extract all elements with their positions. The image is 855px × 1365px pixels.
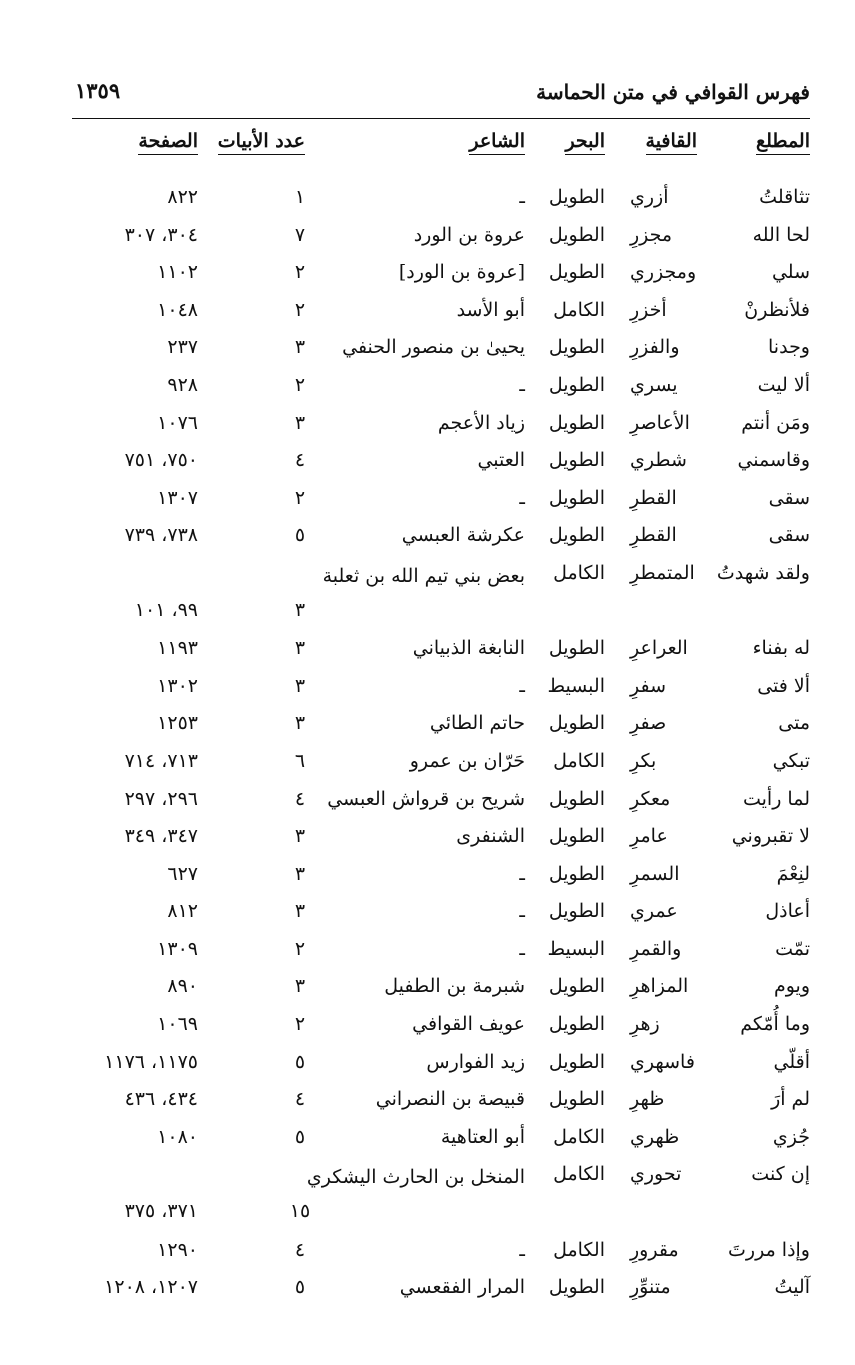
- opening-cell: وإذا مررتَ: [728, 1238, 810, 1261]
- pages-cell: ١٣٠٧: [157, 486, 198, 509]
- poet-cell: يحيىٰ بن منصور الحنفي: [342, 336, 525, 359]
- poet-cell: شريح بن قرواش العبسي: [327, 787, 525, 810]
- meter-cell: الطويل: [548, 373, 605, 396]
- table-row: [0, 1272, 855, 1310]
- poet-cell: أبو الأسد: [456, 298, 525, 321]
- meter-cell: الطويل: [548, 900, 605, 923]
- meter-cell: الطويل: [548, 1088, 605, 1111]
- column-header-meter: البحر: [565, 130, 605, 152]
- count-cell: ١٥: [289, 1200, 311, 1223]
- rhyme-cell: سفرِ: [630, 674, 667, 697]
- meter-cell: الطويل: [548, 825, 605, 848]
- table-row: [0, 1122, 855, 1160]
- opening-cell: ومَن أنتم: [741, 411, 810, 434]
- count-cell: ٣: [294, 598, 306, 621]
- rhyme-cell: صفرِ: [630, 712, 667, 735]
- pages-cell: ١٣٠٩: [157, 937, 198, 960]
- rhyme-cell: المتمطرِ: [630, 561, 695, 584]
- opening-cell: فلأنظرنْ: [744, 298, 810, 321]
- meter-cell: الطويل: [548, 1050, 605, 1073]
- opening-cell: متى: [778, 712, 810, 735]
- rhyme-cell: مجزرِ: [630, 223, 673, 246]
- rhyme-cell: السمرِ: [630, 862, 680, 885]
- meter-cell: الطويل: [548, 336, 605, 359]
- pages-cell: ٧١٣، ٧١٤: [124, 749, 198, 772]
- pages-cell: ٧٥٠، ٧٥١: [124, 449, 198, 472]
- header-rule: [72, 118, 810, 119]
- count-cell: ٢: [294, 373, 306, 396]
- poet-cell: عكرشة العبسي: [401, 524, 525, 547]
- pages-cell: ٨١٢: [167, 900, 198, 923]
- table-row: [0, 671, 855, 709]
- count-cell: ٣: [294, 862, 306, 885]
- meter-cell: الطويل: [548, 261, 605, 284]
- poet-cell: ـ: [519, 674, 525, 697]
- rhyme-cell: زهرِ: [630, 1013, 660, 1036]
- table-row: [0, 746, 855, 784]
- opening-cell: لم أرَ: [771, 1088, 810, 1111]
- pages-cell: ١١٠٢: [157, 261, 198, 284]
- rhyme-cell: يسري: [630, 373, 678, 396]
- pages-cell: ١٠٧٦: [157, 411, 198, 434]
- opening-cell: ولقد شهدتُ: [716, 561, 810, 584]
- count-cell: ٦: [294, 749, 306, 772]
- table-row: [0, 633, 855, 671]
- pages-cell: ١٠٤٨: [157, 298, 198, 321]
- meter-cell: الطويل: [548, 712, 605, 735]
- opening-cell: وجدنا: [768, 336, 810, 359]
- count-cell: ٤: [294, 1088, 306, 1111]
- table-row: [0, 408, 855, 446]
- opening-cell: لا تقبروني: [731, 825, 810, 848]
- poet-cell: شبرمة بن الطفيل: [384, 975, 525, 998]
- count-cell: ٢: [294, 486, 306, 509]
- meter-cell: الكامل: [553, 749, 605, 772]
- poet-cell: ـ: [519, 937, 525, 960]
- table-row: [0, 483, 855, 521]
- poet-cell: قبيصة بن النصراني: [375, 1088, 525, 1111]
- column-header-page: الصفحة: [138, 130, 198, 152]
- rhyme-cell: القطرِ: [630, 524, 677, 547]
- table-row: [0, 520, 855, 558]
- table-row: [0, 784, 855, 822]
- table-row: [0, 934, 855, 972]
- rhyme-cell: الأعاصرِ: [630, 411, 690, 434]
- table-row: [0, 1235, 855, 1273]
- pages-cell: ٢٩٦، ٢٩٧: [124, 787, 198, 810]
- running-title: فهرس القوافي في متن الحماسة: [536, 80, 810, 104]
- poet-cell: ـ: [519, 900, 525, 923]
- meter-cell: الكامل: [553, 1163, 605, 1186]
- pages-cell: ٢٣٧: [167, 336, 198, 359]
- opening-cell: سلي: [771, 261, 810, 284]
- pages-cell: ٣٠٤، ٣٠٧: [124, 223, 198, 246]
- opening-cell: له بفناء: [752, 637, 810, 660]
- table-row: [0, 1084, 855, 1122]
- rhyme-cell: ظهرِ: [630, 1088, 665, 1111]
- opening-cell: ألا ليت: [757, 373, 810, 396]
- table-row: [0, 896, 855, 934]
- opening-cell: تثاقلتُ: [759, 186, 810, 208]
- table-row: [0, 708, 855, 746]
- meter-cell: الطويل: [548, 223, 605, 246]
- rhyme-cell: العراعرِ: [630, 637, 688, 660]
- count-cell: ٥: [294, 1276, 306, 1299]
- pages-cell: ١٣٠٢: [157, 674, 198, 697]
- table-row: [0, 558, 855, 633]
- count-cell: ٢: [294, 261, 306, 284]
- table-row: [0, 1009, 855, 1047]
- opening-cell: تبكي: [772, 749, 810, 772]
- count-cell: ٣: [294, 411, 306, 434]
- meter-cell: البسيط: [547, 937, 605, 960]
- pages-cell: ٩٩، ١٠١: [134, 598, 198, 621]
- table-row: [0, 821, 855, 859]
- poet-cell: المنخل بن الحارث اليشكري: [306, 1166, 525, 1189]
- count-cell: ٣: [294, 336, 306, 359]
- opening-cell: تمّت: [775, 937, 810, 960]
- poet-cell: زيد الفوارس: [426, 1050, 525, 1073]
- pages-cell: ٦٢٧: [167, 862, 198, 885]
- rhyme-cell: المزاهرِ: [630, 975, 689, 998]
- pages-cell: ٨٩٠: [167, 975, 198, 998]
- column-header-rhyme: القافية: [646, 130, 697, 152]
- rhyme-cell: أخزرِ: [630, 298, 667, 321]
- meter-cell: الطويل: [548, 975, 605, 998]
- table-row: [0, 1159, 855, 1234]
- meter-cell: الطويل: [548, 1013, 605, 1036]
- poet-cell: ـ: [519, 1238, 525, 1261]
- index-table: [0, 182, 855, 1310]
- count-cell: ٣: [294, 900, 306, 923]
- count-cell: ٢: [294, 937, 306, 960]
- pages-cell: ٨٢٢: [167, 186, 198, 208]
- opening-cell: ألا فتى: [757, 674, 810, 697]
- table-row: [0, 1047, 855, 1085]
- count-cell: ٢: [294, 298, 306, 321]
- meter-cell: الطويل: [548, 524, 605, 547]
- table-row: [0, 220, 855, 258]
- table-row: [0, 859, 855, 897]
- opening-cell: سقى: [768, 486, 810, 509]
- count-cell: ٣: [294, 975, 306, 998]
- column-header-poet: الشاعر: [469, 130, 525, 152]
- rhyme-cell: والفزرِ: [630, 336, 680, 359]
- table-row: [0, 971, 855, 1009]
- meter-cell: الطويل: [548, 637, 605, 660]
- rhyme-cell: أزري: [630, 186, 669, 208]
- table-row: [0, 257, 855, 295]
- opening-cell: إن كنت: [751, 1163, 810, 1186]
- count-cell: ٣: [294, 674, 306, 697]
- opening-cell: جُزي: [772, 1125, 810, 1148]
- meter-cell: الطويل: [548, 862, 605, 885]
- pages-cell: ١١٩٣: [157, 637, 198, 660]
- opening-cell: وقاسمني: [737, 449, 810, 472]
- opening-cell: لنِعْمَ: [776, 862, 810, 885]
- count-cell: ٤: [294, 787, 306, 810]
- rhyme-cell: ظهري: [630, 1125, 680, 1148]
- page-number: ١٣٥٩: [75, 78, 121, 103]
- poet-cell: ـ: [519, 186, 525, 208]
- count-cell: ٥: [294, 524, 306, 547]
- count-cell: ٥: [294, 1125, 306, 1148]
- meter-cell: الطويل: [548, 186, 605, 208]
- meter-cell: الكامل: [553, 298, 605, 321]
- count-cell: ١: [294, 186, 306, 208]
- rhyme-cell: عامرِ: [630, 825, 668, 848]
- meter-cell: الكامل: [553, 1238, 605, 1261]
- opening-cell: آليتُ: [774, 1276, 810, 1299]
- meter-cell: الطويل: [548, 787, 605, 810]
- table-row: [0, 182, 855, 220]
- meter-cell: البسيط: [547, 674, 605, 697]
- opening-cell: أقلّي: [773, 1050, 810, 1073]
- opening-cell: وما أُمّكم: [740, 1013, 810, 1036]
- count-cell: ٣: [294, 825, 306, 848]
- meter-cell: الطويل: [548, 1276, 605, 1299]
- rhyme-cell: عمري: [630, 900, 678, 923]
- count-cell: ٥: [294, 1050, 306, 1073]
- rhyme-cell: تحوري: [630, 1163, 682, 1186]
- rhyme-cell: متنوِّرِ: [630, 1276, 671, 1299]
- meter-cell: الطويل: [548, 411, 605, 434]
- pages-cell: ١٢٩٠: [157, 1238, 198, 1261]
- table-row: [0, 370, 855, 408]
- poet-cell: الشنفرى: [456, 825, 525, 848]
- pages-cell: ٧٣٨، ٧٣٩: [124, 524, 198, 547]
- poet-cell: بعض بني تيم الله بن ثعلبة: [322, 564, 525, 587]
- meter-cell: الطويل: [548, 449, 605, 472]
- poet-cell: حَرّان بن عمرو: [409, 749, 525, 772]
- rhyme-cell: القطرِ: [630, 486, 677, 509]
- opening-cell: سقى: [768, 524, 810, 547]
- poet-cell: حاتم الطائي: [429, 712, 525, 735]
- rhyme-cell: شطري: [630, 449, 687, 472]
- poet-cell: عويف القوافي: [412, 1013, 525, 1036]
- pages-cell: ٩٢٨: [167, 373, 198, 396]
- pages-cell: ٣٧١، ٣٧٥: [124, 1200, 198, 1223]
- count-cell: ٣: [294, 712, 306, 735]
- poet-cell: ـ: [519, 373, 525, 396]
- count-cell: ٢: [294, 1013, 306, 1036]
- pages-cell: ١٠٦٩: [157, 1013, 198, 1036]
- column-header-count: عدد الأبيات: [218, 130, 305, 152]
- count-cell: ٤: [294, 1238, 306, 1261]
- pages-cell: ١٢٥٣: [157, 712, 198, 735]
- poet-cell: ـ: [519, 486, 525, 509]
- rhyme-cell: فاسهري: [630, 1050, 695, 1073]
- poet-cell: عروة بن الورد: [413, 223, 525, 246]
- rhyme-cell: مقرورِ: [630, 1238, 679, 1261]
- poet-cell: [عروة بن الورد]: [398, 261, 525, 284]
- rhyme-cell: بكرِ: [630, 749, 657, 772]
- opening-cell: لحا الله: [752, 223, 810, 246]
- rhyme-cell: والقمرِ: [630, 937, 682, 960]
- poet-cell: ـ: [519, 862, 525, 885]
- meter-cell: الكامل: [553, 561, 605, 584]
- pages-cell: ١٢٠٧، ١٢٠٨: [104, 1276, 198, 1299]
- pages-cell: ٣٤٧، ٣٤٩: [124, 825, 198, 848]
- table-row: [0, 445, 855, 483]
- count-cell: ٧: [294, 223, 306, 246]
- table-row: [0, 332, 855, 370]
- poet-cell: العتبي: [477, 449, 525, 472]
- pages-cell: ١١٧٥، ١١٧٦: [104, 1050, 198, 1073]
- poet-cell: المرار الفقعسي: [399, 1276, 525, 1299]
- pages-cell: ١٠٨٠: [157, 1125, 198, 1148]
- poet-cell: أبو العتاهية: [440, 1125, 525, 1148]
- opening-cell: أعاذل: [765, 900, 810, 923]
- poet-cell: زياد الأعجم: [437, 411, 525, 434]
- poet-cell: النابغة الذبياني: [412, 637, 525, 660]
- table-row: [0, 295, 855, 333]
- meter-cell: الطويل: [548, 486, 605, 509]
- count-cell: ٣: [294, 637, 306, 660]
- column-header-opening: المطلع: [756, 130, 810, 152]
- opening-cell: ويوم: [773, 975, 810, 998]
- meter-cell: الكامل: [553, 1125, 605, 1148]
- rhyme-cell: معكرِ: [630, 787, 671, 810]
- rhyme-cell: ومجزري: [630, 261, 697, 284]
- opening-cell: لما رأيت: [742, 787, 810, 810]
- count-cell: ٤: [294, 449, 306, 472]
- pages-cell: ٤٣٤، ٤٣٦: [124, 1088, 198, 1111]
